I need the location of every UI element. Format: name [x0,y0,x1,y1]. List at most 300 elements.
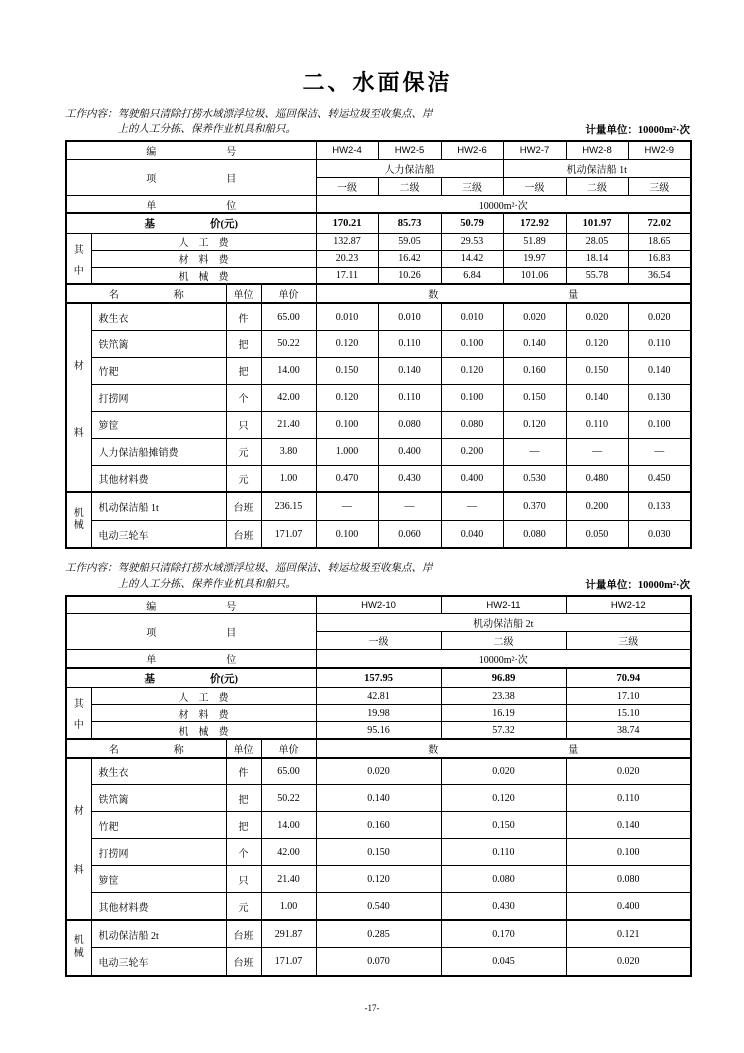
label-char: 量 [568,744,579,756]
quantity-column-header [316,284,691,303]
labor-fee-value: 17.10 [566,688,691,705]
base-price-value: 85.73 [378,213,441,233]
table-row [66,705,691,722]
level-cell: 一级 [503,177,566,195]
material-price: 21.40 [261,866,316,893]
work-content-label: 工作内容： [65,109,118,120]
unit-value: 10000m²·次 [316,650,691,668]
label-char: 单 [146,200,157,212]
among-which-label [66,688,91,739]
table-row [66,303,691,330]
label-char: 械 [73,947,84,959]
material-name: 打捞网 [91,384,226,411]
qty-cell: 0.400 [566,893,691,920]
qty-cell: 0.370 [503,492,566,520]
base-price-value: 101.97 [566,213,628,233]
machine-name: 电动三轮车 [91,948,226,976]
qty-cell: 0.480 [566,465,628,492]
machine-fee-value: 10.26 [378,267,441,284]
table-row [66,758,691,785]
material-fee-value: 19.98 [316,705,441,722]
material-name: 箩筐 [91,411,226,438]
qty-cell: 1.000 [316,438,378,465]
quota-code: HW2-4 [316,141,378,159]
qty-cell: 0.140 [628,357,691,384]
label-char: 材 [73,806,84,818]
qty-cell: 0.400 [378,438,441,465]
table-row [66,284,691,303]
material-name: 其他材料费 [91,465,226,492]
label-char: 称 [173,290,184,302]
base-price-label [66,668,316,688]
qty-cell: 0.120 [441,357,503,384]
label-char: 基 [144,219,155,231]
machine-section-label [66,492,91,548]
table-row [66,233,691,250]
machine-fee-value: 57.32 [441,722,566,739]
qty-cell: 0.140 [378,357,441,384]
qty-cell: 0.530 [503,465,566,492]
label-char: 料 [73,864,84,876]
qty-cell: 0.160 [503,357,566,384]
label-char: 中 [73,265,84,277]
machine-name: 机动保洁船 1t [91,492,226,520]
label-char: 基 [144,673,155,685]
qty-cell: 0.100 [316,411,378,438]
unit-value: 10000m²·次 [316,195,691,213]
table-row [66,357,691,384]
material-unit: 把 [226,785,261,812]
qty-cell: 0.020 [628,303,691,330]
material-name: 救生衣 [91,758,226,785]
labor-fee-label: 人 工 费 [91,688,316,705]
material-unit: 把 [226,330,261,357]
material-price: 65.00 [261,303,316,330]
quota-code: HW2-8 [566,141,628,159]
table-row [66,141,691,159]
material-price: 21.40 [261,411,316,438]
table-row [66,411,691,438]
label-char: 材 [73,360,84,372]
qty-cell: — [566,438,628,465]
qty-cell: 0.080 [378,411,441,438]
label-char: 项 [146,173,157,185]
qty-cell: 0.020 [503,303,566,330]
name-column-header [66,284,226,303]
material-unit: 只 [226,866,261,893]
qty-cell: 0.080 [441,411,503,438]
label-char: 数 [428,290,439,302]
qty-cell: 0.160 [316,812,441,839]
qty-cell: 0.060 [378,520,441,548]
qty-cell: 0.430 [378,465,441,492]
item-label [66,614,316,650]
qty-cell: 0.450 [628,465,691,492]
material-unit: 个 [226,384,261,411]
level-cell: 一级 [316,632,441,650]
material-fee-value: 19.97 [503,250,566,267]
code-label [66,596,316,614]
qty-cell: 0.110 [441,839,566,866]
work-content-line: 驾驶船只清除打捞水域漂浮垃圾、巡回保洁、转运垃圾至收集点、岸 [117,109,433,120]
label-char: 名 [108,290,119,302]
qty-cell: 0.140 [316,785,441,812]
table-row [66,785,691,812]
qty-cell: 0.400 [441,465,503,492]
code-label [66,141,316,159]
qty-cell: 0.020 [316,758,441,785]
level-cell: 一级 [316,177,378,195]
label-char: 单 [146,655,157,667]
qty-cell: 0.170 [441,920,566,948]
label-char: 其 [73,244,84,256]
table-row [66,739,691,758]
material-unit: 件 [226,758,261,785]
material-price: 14.00 [261,357,316,384]
qty-cell: 0.130 [628,384,691,411]
machine-price: 171.07 [261,948,316,976]
qty-cell: 0.030 [628,520,691,548]
material-name: 铁笊篱 [91,330,226,357]
table-row [66,492,691,520]
work-content-text [118,561,433,591]
qty-cell: 0.010 [378,303,441,330]
qty-cell: 0.140 [503,330,566,357]
material-name: 竹耙 [91,812,226,839]
item-group: 机动保洁船 1t [503,159,691,177]
label-char: 机 [73,935,84,947]
qty-cell: 0.010 [316,303,378,330]
base-price-value: 172.92 [503,213,566,233]
table-row [66,520,691,548]
material-unit: 元 [226,438,261,465]
unit-column-header: 单位 [226,284,261,303]
work-content-line: 上的人工分拣、保养作业机具和船只。 [117,124,296,136]
measure-unit-label: 计量单位： [585,579,638,591]
material-price: 1.00 [261,465,316,492]
machine-price: 236.15 [261,492,316,520]
qty-cell: 0.100 [316,520,378,548]
material-fee-label: 材 料 费 [91,705,316,722]
quota-code: HW2-11 [441,596,566,614]
material-name: 救生衣 [91,303,226,330]
qty-cell: 0.200 [566,492,628,520]
machine-fee-label: 机 械 费 [91,267,316,284]
work-content-block-2 [65,561,690,591]
table-row [66,159,691,177]
material-name: 竹耙 [91,357,226,384]
table-row [66,438,691,465]
material-unit: 件 [226,303,261,330]
qty-cell: 0.110 [566,785,691,812]
material-name: 箩筐 [91,866,226,893]
quota-code: HW2-12 [566,596,691,614]
quota-code: HW2-5 [378,141,441,159]
measure-unit-note [585,122,690,137]
label-char: 料 [73,428,84,440]
qty-cell: 0.120 [316,330,378,357]
material-fee-value: 16.83 [628,250,691,267]
qty-cell: 0.110 [628,330,691,357]
qty-cell: 0.010 [441,303,503,330]
level-cell: 三级 [628,177,691,195]
level-cell: 三级 [441,177,503,195]
table-row [66,650,691,668]
qty-cell: 0.540 [316,893,441,920]
material-price: 42.00 [261,384,316,411]
level-cell: 三级 [566,632,691,650]
quota-code: HW2-7 [503,141,566,159]
label-char: 编 [146,601,157,613]
table-row [66,893,691,920]
qty-cell: 0.045 [441,948,566,976]
label-char: 机 [73,507,84,519]
table-row [66,596,691,614]
table-row [66,330,691,357]
table-row [66,688,691,705]
label-char: 中 [73,720,84,732]
material-name: 其他材料费 [91,893,226,920]
table-row [66,384,691,411]
material-price: 50.22 [261,330,316,357]
page-number: -17- [364,1003,380,1013]
item-group: 人力保洁船 [316,159,503,177]
machine-name: 机动保洁船 2t [91,920,226,948]
qty-cell: 0.080 [503,520,566,548]
qty-cell: 0.150 [503,384,566,411]
table-row [66,250,691,267]
material-price: 42.00 [261,839,316,866]
level-cell: 二级 [566,177,628,195]
page-title: 二、水面保洁 [302,70,453,95]
work-content-label: 工作内容： [65,563,118,575]
machine-unit: 台班 [226,492,261,520]
qty-cell: 0.110 [378,330,441,357]
label-char: 价(元) [210,673,238,685]
quantity-column-header [316,739,691,758]
qty-cell: — [316,492,378,520]
qty-cell: 0.285 [316,920,441,948]
table-row [66,213,691,233]
machine-unit: 台班 [226,520,261,548]
qty-cell: 0.100 [566,839,691,866]
base-price-value: 170.21 [316,213,378,233]
unit-label [66,195,316,213]
labor-fee-value: 29.53 [441,233,503,250]
base-price-value: 50.79 [441,213,503,233]
qty-cell: 0.080 [441,866,566,893]
material-price: 14.00 [261,812,316,839]
material-unit: 元 [226,893,261,920]
machine-fee-value: 55.78 [566,267,628,284]
label-char: 项 [146,628,157,640]
qty-cell: 0.100 [628,411,691,438]
qty-cell: 0.150 [316,357,378,384]
work-content [65,561,433,591]
qty-cell: 0.020 [566,758,691,785]
material-unit: 把 [226,357,261,384]
table-row [66,866,691,893]
qty-cell: 0.040 [441,520,503,548]
label-char: 位 [226,200,237,212]
label-char: 量 [568,290,579,302]
quota-code: HW2-10 [316,596,441,614]
qty-cell: 0.150 [316,839,441,866]
material-fee-value: 20.23 [316,250,378,267]
labor-fee-value: 132.87 [316,233,378,250]
base-price-value: 96.89 [441,668,566,688]
table-row [66,668,691,688]
work-content-text [118,107,433,137]
material-fee-value: 16.19 [441,705,566,722]
unit-label [66,650,316,668]
price-column-header: 单价 [261,284,316,303]
qty-cell: 0.200 [441,438,503,465]
label-char: 目 [226,173,237,185]
table-row [66,465,691,492]
qty-cell: 0.120 [316,384,378,411]
qty-cell: 0.120 [503,411,566,438]
label-char: 目 [226,628,237,640]
qty-cell: 0.020 [566,303,628,330]
item-label [66,159,316,195]
qty-cell: 0.120 [566,330,628,357]
qty-cell: — [378,492,441,520]
material-section-label [66,758,91,920]
label-char: 名 [108,744,119,756]
material-fee-value: 16.42 [378,250,441,267]
labor-fee-value: 42.81 [316,688,441,705]
material-price: 3.80 [261,438,316,465]
quota-code: HW2-9 [628,141,691,159]
machine-unit: 台班 [226,920,261,948]
labor-fee-value: 59.05 [378,233,441,250]
material-fee-value: 14.42 [441,250,503,267]
machine-fee-value: 17.11 [316,267,378,284]
level-cell: 二级 [441,632,566,650]
work-content-line: 上的人工分拣、保养作业机具和船只。 [117,578,296,590]
table-row [66,722,691,739]
measure-unit-note [585,577,690,592]
qty-cell: 0.430 [441,893,566,920]
quota-table-2 [65,595,692,977]
label-char: 号 [226,147,237,159]
material-unit: 个 [226,839,261,866]
material-price: 1.00 [261,893,316,920]
base-price-value: 70.94 [566,668,691,688]
machine-fee-value: 101.06 [503,267,566,284]
work-content [65,107,433,137]
qty-cell: 0.133 [628,492,691,520]
labor-fee-label: 人 工 费 [91,233,316,250]
unit-column-header: 单位 [226,739,261,758]
label-char: 位 [226,655,237,667]
material-fee-value: 15.10 [566,705,691,722]
machine-name: 电动三轮车 [91,520,226,548]
machine-fee-label: 机 械 费 [91,722,316,739]
table-row [66,195,691,213]
material-section-label [66,303,91,492]
label-char: 称 [173,744,184,756]
table-row [66,614,691,632]
material-name: 打捞网 [91,839,226,866]
qty-cell: 0.120 [441,785,566,812]
qty-cell: 0.150 [441,812,566,839]
machine-fee-value: 36.54 [628,267,691,284]
measure-unit-value: 10000m²·次 [637,579,690,591]
work-content-block-1 [65,107,690,137]
table-row [66,812,691,839]
table-row [66,948,691,976]
base-price-label [66,213,316,233]
labor-fee-value: 23.38 [441,688,566,705]
label-char: 价(元) [210,219,238,231]
qty-cell: 0.020 [566,948,691,976]
label-char: 编 [146,147,157,159]
qty-cell: 0.100 [441,384,503,411]
table-row [66,839,691,866]
qty-cell: 0.050 [566,520,628,548]
measure-unit-value: 10000m²·次 [637,125,690,137]
qty-cell: 0.121 [566,920,691,948]
quota-table-1 [65,140,692,549]
qty-cell: 0.470 [316,465,378,492]
labor-fee-value: 18.65 [628,233,691,250]
qty-cell: 0.070 [316,948,441,976]
among-which-label [66,233,91,284]
machine-section-label [66,920,91,976]
qty-cell: 0.100 [441,330,503,357]
qty-cell: 0.120 [316,866,441,893]
base-price-value: 72.02 [628,213,691,233]
price-column-header: 单价 [261,739,316,758]
material-unit: 只 [226,411,261,438]
label-char: 数 [428,744,439,756]
material-fee-label: 材 料 费 [91,250,316,267]
qty-cell: 0.110 [566,411,628,438]
material-price: 50.22 [261,785,316,812]
work-content-line: 驾驶船只清除打捞水域漂浮垃圾、巡回保洁、转运垃圾至收集点、岸 [117,563,433,575]
qty-cell: — [503,438,566,465]
qty-cell: 0.140 [566,384,628,411]
label-char: 械 [73,520,84,532]
qty-cell: 0.020 [441,758,566,785]
machine-price: 171.07 [261,520,316,548]
table-row [66,267,691,284]
labor-fee-value: 28.05 [566,233,628,250]
machine-price: 291.87 [261,920,316,948]
machine-unit: 台班 [226,948,261,976]
measure-unit-label: 计量单位： [585,125,638,137]
material-fee-value: 18.14 [566,250,628,267]
machine-fee-value: 6.84 [441,267,503,284]
labor-fee-value: 51.89 [503,233,566,250]
table-row [66,920,691,948]
qty-cell: 0.140 [566,812,691,839]
material-unit: 把 [226,812,261,839]
item-group: 机动保洁船 2t [316,614,691,632]
qty-cell: 0.080 [566,866,691,893]
label-char: 其 [73,698,84,710]
qty-cell: 0.110 [378,384,441,411]
material-name: 铁笊篱 [91,785,226,812]
material-name: 人力保洁船摊销费 [91,438,226,465]
qty-cell: — [628,438,691,465]
level-cell: 二级 [378,177,441,195]
qty-cell: — [441,492,503,520]
quota-code: HW2-6 [441,141,503,159]
base-price-value: 157.95 [316,668,441,688]
